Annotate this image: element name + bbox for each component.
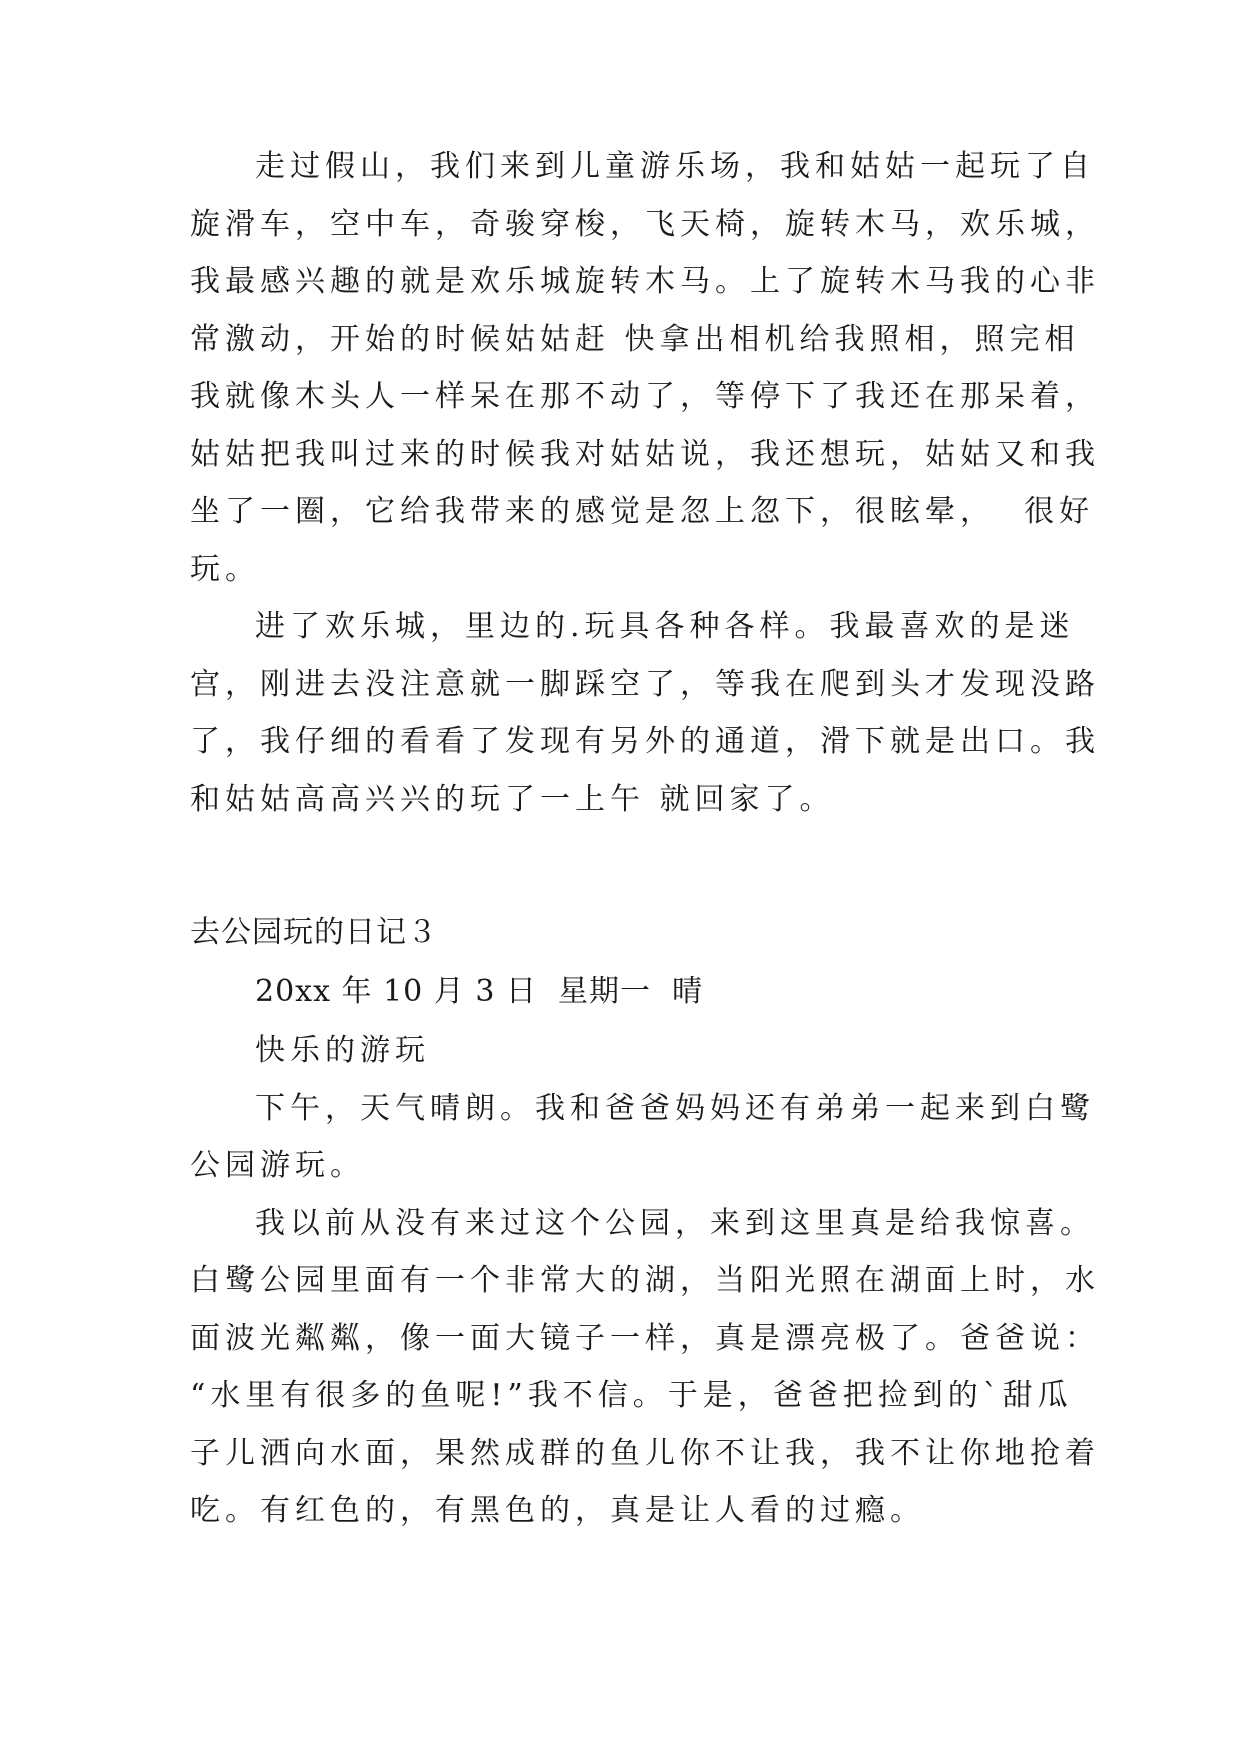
paragraph-line: 旋滑车，空中车，奇骏穿梭，飞天椅，旋转木马，欢乐城， [190,207,1100,242]
paragraph-line: 了，我仔细的看看了发现有另外的通道，滑下就是出口。我 [190,724,1100,759]
paragraph-line: 玩。 [190,552,260,587]
paragraph-line: 我以前从没有来过这个公园，来到这里真是给我惊喜。 [255,1206,1095,1241]
paragraph-line: 白鹭公园里面有一个非常大的湖，当阳光照在湖面上时，水 [190,1263,1100,1298]
paragraph-line: 坐了一圈，它给我带来的感觉是忽上忽下，很眩晕， 很好 [190,494,1095,529]
paragraph-line: 公园游玩。 [190,1148,365,1183]
paragraph-line: 吃。有红色的，有黑色的，真是让人看的过瘾。 [190,1493,925,1528]
paragraph-line: “水里有很多的鱼呢!”我不信。于是，爸爸把捡到的`甜瓜 [190,1378,1073,1413]
paragraph-line: 走过假山，我们来到儿童游乐场，我和姑姑一起玩了自 [255,149,1095,184]
paragraph-line: 和姑姑高高兴兴的玩了一上午 就回家了。 [190,782,835,817]
diary-date: 20xx 年 10 月 3 日 星期一 晴 [255,974,704,1009]
diary-title: 去公园玩的日记３ [190,915,438,950]
paragraph-line: 面波光粼粼，像一面大镜子一样，真是漂亮极了。爸爸说： [190,1321,1100,1356]
paragraph-line: 下午，天气晴朗。我和爸爸妈妈还有弟弟一起来到白鹭 [255,1091,1095,1126]
diary-subtitle: 快乐的游玩 [255,1033,430,1068]
paragraph-line: 姑姑把我叫过来的时候我对姑姑说，我还想玩，姑姑又和我 [190,437,1100,472]
paragraph-line: 进了欢乐城，里边的.玩具各种各样。我最喜欢的是迷 [255,609,1075,644]
paragraph-line: 我最感兴趣的就是欢乐城旋转木马。上了旋转木马我的心非 [190,264,1100,299]
paragraph-line: 子儿洒向水面，果然成群的鱼儿你不让我，我不让你地抢着 [190,1436,1100,1471]
paragraph-line: 宫，刚进去没注意就一脚踩空了，等我在爬到头才发现没路 [190,667,1100,702]
paragraph-line: 我就像木头人一样呆在那不动了，等停下了我还在那呆着， [190,379,1100,414]
paragraph-line: 常激动，开始的时候姑姑赶 快拿出相机给我照相，照完相 [190,322,1080,357]
